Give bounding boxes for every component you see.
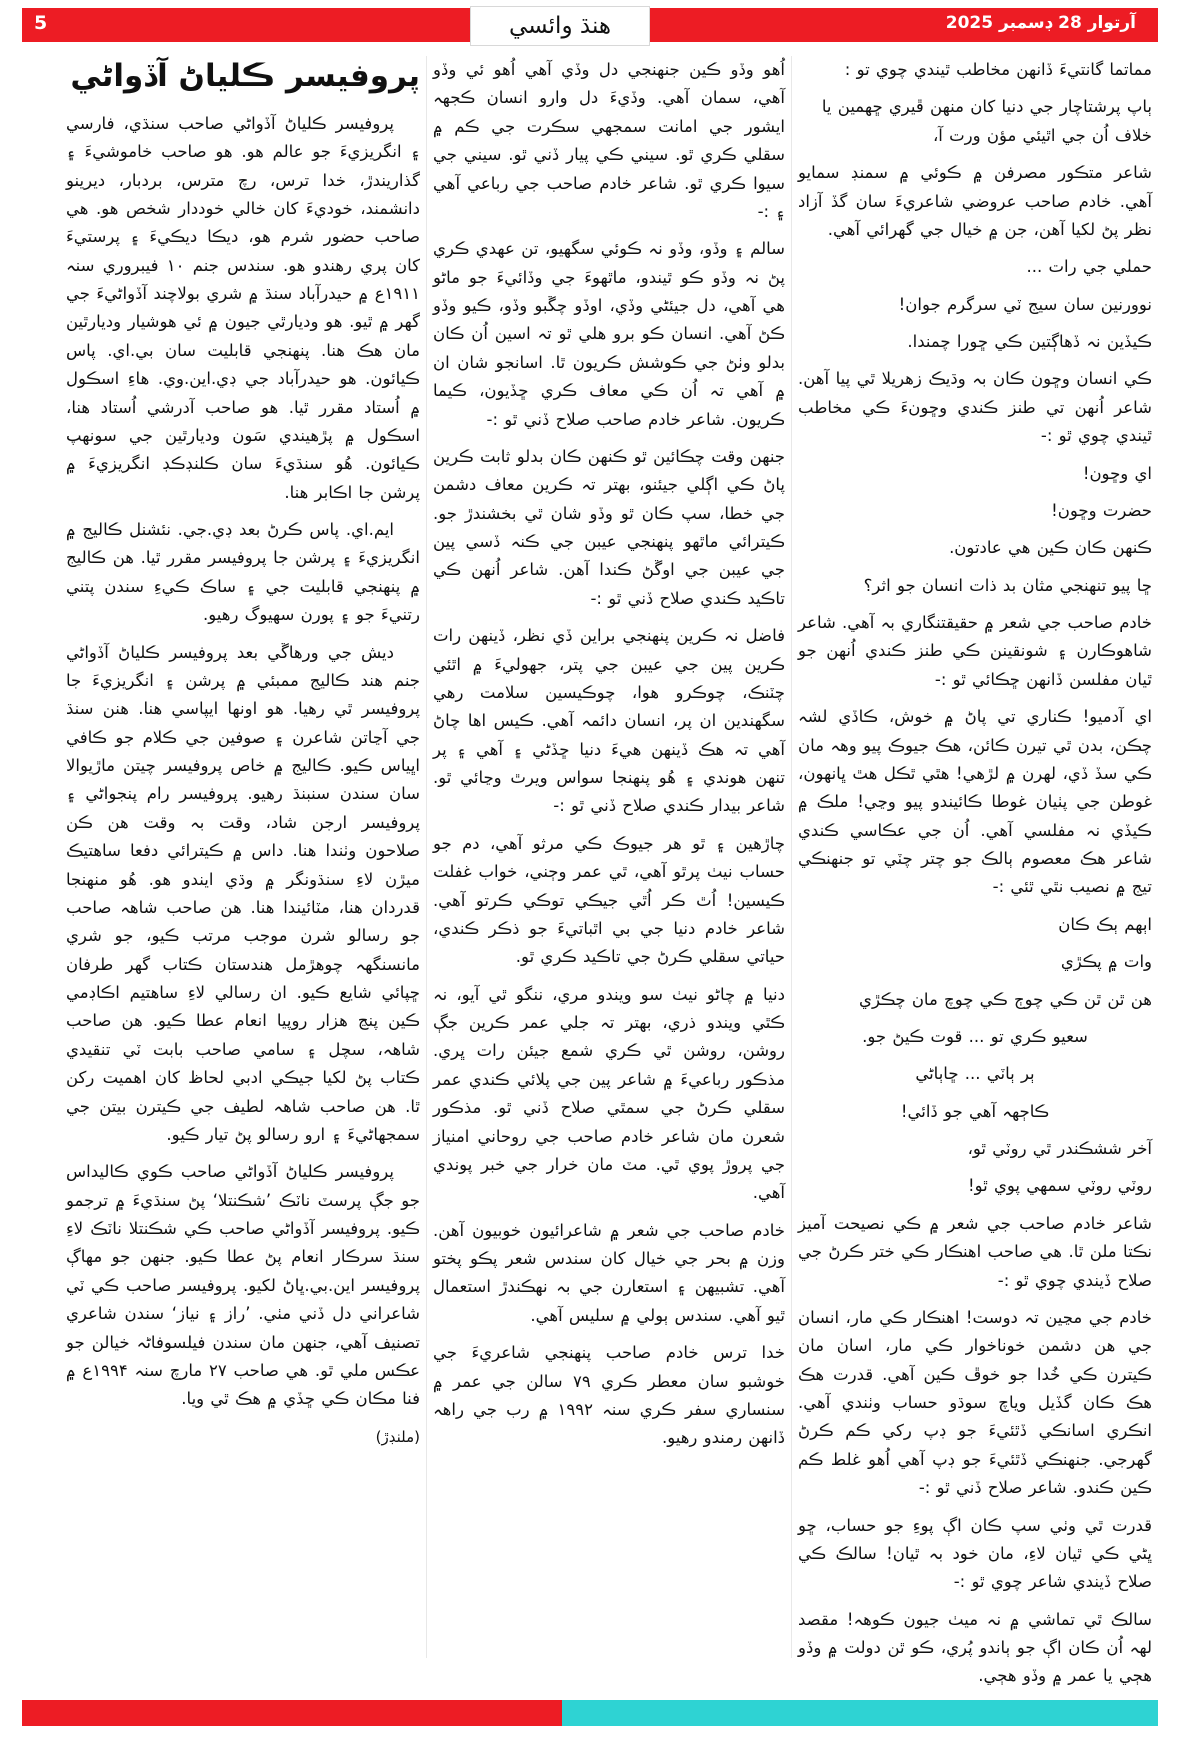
paragraph: شاعر خادم صاحب جي شعر ۾ ڪي نصيحت آميز نڪتا ملن ٿا. هي صاحب اهنڪار ڪي ختر ڪرڻ جي صلاح ڏيندي چوي ٿو :- <box>798 1213 1152 1290</box>
footer-bar-red <box>22 1700 562 1726</box>
column-left <box>60 56 426 1658</box>
paragraph: خادم جي مڃين تہ دوست! اهنڪار ڪي مار، انسان جي هن دشمن خوناخوار ڪي مار، اسان مان ڪيترن ڪي خُدا جو خوڦ ڪين آهي. قدرت هڪ هڪ ڪان گڏيل وياچ سوڌو حساب وٺندي آهي. انڪري اسانڪي ڏٿئيءَ جو ڊپ ركي ڪم ڪرڻ گهرجي. جنهنڪي ڏٿئيءَ جو ڊپ آهي اُهو غلط ڪم ڪين ڪندو. شاعر صلاح ڏني ٿو :- <box>798 1307 1152 1498</box>
paragraph: خدا ترس خادم صاحب پنهنجي شاعريءَ جي خوشبو سان معطر ڪري ۷۹ سالن جي عمر ۾ سنساري سفر ڪري سنہ ۱۹۹۲ ۾ رب جي راهہ ڏانهن رمندو رهيو. <box>433 1343 785 1448</box>
paragraph: شاعر متڪور مصرفن ۾ ڪوئي ۾ سمنڊ سمايو آهي. خادم صاحب عروضي شاعريءَ سان گڏ آزاد نظر پڻ لکيا آهن، جن ۾ خيال جي گهرائي آهي. <box>798 163 1152 239</box>
column-right <box>792 56 1158 1686</box>
paragraph: خادم صاحب جي شعر ۾ شاعرائيون خوبيون آهن. وزن ۾ بحر جي خيال کان سندس شعر پڪو پختو آهي. تشبيھن ۽ استعارن جي بہ نهڪندڙ استعمال ٿيو آهي. سندس ٻولي ۾ سليس آهي. <box>433 1220 785 1325</box>
paragraph: پروفيسر ڪلياڻ آڏواڻي صاحب سنڌي، فارسي ۽ انگريزيءَ جو عالم هو. هو صاحب خاموشيءَ ۽ گذاريندڙ، خدا ترس، رچ مترس، بردبار، ديرينو دانشمند، خوديءَ کان خالي خوددار شخص هو. هي صاحب حضور شرم هو، ديڪا ديڪيءَ ۽ پرستيءَ کان پري رهندو هو. سندس جنم ۱۰ فيبروري سنہ ۱۹۱۱ع ۾ حيدرآباد سنڌ ۾ شري بولاچند آڏواڻيءَ جي گھر ۾ ٿيو. هو وديارٿي جيون ۾ ئي هوشيار وديارٿين مان هڪ هنا. پنهنجي قابليت سان بي.اي. پاس ڪيائون. هو حيدرآباد جي ڊي.اين.وي. هاءِ اسڪول ۾ اُستاد مقرر ٿيا. هو صاحب آدرشي اُستاد هنا، اسڪول ۾ پڙهيندي سَون وديارٿين جي سونهپ ڪيائون. هُو سنڌيءَ سان ڪلنڊڪڊ انگريزيءَ ۾ پرشن جا اڪابر هنا. <box>66 113 421 502</box>
paragraph: آخر ششڪندر ٿي روٽي ٿو، <box>967 1139 1152 1158</box>
masthead <box>0 8 1180 46</box>
paragraph: ڪنهن ڪان ڪين هي عادتون. <box>949 538 1152 558</box>
paragraph: حملي جي رات ... <box>1026 257 1152 277</box>
paragraph: هن ٿن ٿن ڪي چوڄ ڪي چوچ مان چڪڙي <box>859 989 1152 1009</box>
paragraph: چاڙهين ۽ ٿو هر جيوڪ ڪي مرثو آهي، دم جو حساب نيٺ پرٿو آهي، ٿي عمر وڄني، خواب غفلت ڪيسين! اُٿ ڪر اُٿي جيڪي توڪي ڪرتو آهي. شاعر خادم دنيا جي بي اٿباتيءَ جو ذڪر ڪندي، حياتي سقلي ڪرڻ جي تاڪيد ڪري ٿو. <box>433 833 785 967</box>
paragraph: ڇا پيو تنهنجي مثان بد ذات انسان جو اثر؟ <box>863 575 1152 595</box>
paragraph: سعيو ڪري تو ... قوت ڪيڻ جو. <box>862 1026 1088 1046</box>
paragraph: وات ۾ پڪڙي <box>1060 952 1152 972</box>
paragraph: دنيا ۾ چاڻو نيٺ سو ويندو مري، ننگو ٿي آيو، نہ ڪٿي ويندو ذري، بهتر تہ جلي عمر ڪرين جڳ روشن، روشن ٿي ڪري شمع جيئن رات ڀري. مذڪور رباعيءَ ۾ شاعر پين جي پلائي ڪندي عمر سقلي ڪرڻ جي سمٿي صلاح ڏني ٿو. مذڪور شعرن مان شاعر خادم صاحب جي روحاني امنياز جي پروڙ پوي ٿي. مٽ مان خرار جي خبر پوندي آهي. <box>433 984 785 1203</box>
paragraph: مماتما گانتيءَ ڏانهن مخاطب ٿيندي چوي تو : <box>844 60 1152 79</box>
paragraph: جنهن وقت چڪائين ٿو ڪنهن ڪان بدلو ثابت ڪرين پاڻ ڪي اڳلي جيئنو، بهتر تہ ڪرين معاف دشمن جي خطا، سپ ڪان ٿو وڏو شان ٿي بخشندڙ جو. ڪيترائي ماٿهو پنهنجي عيبن جي ڪنہ ڏسي پين جي عيبن جي اوڱڻ ڪندا آهن. شاعر اُنهن ڪي تاڪيد ڪندي صلاح ڏني ٿو :- <box>433 446 785 608</box>
source-tag: (ملنڊڙ) <box>375 1427 420 1446</box>
paragraph: اٻهم ٻڪ ڪان <box>1058 914 1152 934</box>
paragraph: ديش جي ورهاڱي بعد پروفيسر ڪلياڻ آڏواڻي جنم هند ڪاليج ممبئي ۾ پرشن ۽ انگريزيءَ جا پروفيسر ٿي رهيا. هو اونها ايپاسي هنا. هنن سنڌ جي آڃاتن شاعرن ۽ صوفين جي ڪلام جو ڪافي اڀياس ڪيو. ڪاليج ۾ خاص پروفيسر چيتن ماڙيوالا سان سندن سنبنڌ رهيو. پروفيسر رام پنجواڻي ۽ پروفيسر ارجن شاد، وقت بہ وقت هن ڪن صلاحون وٺندا هنا. داس ۾ ڪيترائي دفعا ساهتيڪ ميڙن لاءِ سنڌونگر ۾ وڌي ايندو هو. هُو منهنجا قدردان هنا، مٽائيندا هنا. هن صاحب شاهہ صاحب جو رسالو شرن موجب مرتب ڪيو، جو شري مانسنگھہ چوهڙمل هندستان ڪتاب گھر طرفان ڇپائي شايع ڪيو. ان رسالي لاءِ ساهتيم اڪاڊمي ڪين پنڃ هزار روپيا انعام عطا ڪيو. هن صاحب شاهہ، سچل ۽ سامي صاحب بابت ٽي تنقيدي ڪتاب پڻ لکيا جيڪي ادبي لحاظ کان اهميت رکن ٿا. هن صاحب شاهہ لطيف جي ڪيترن بيتن جي سمجهاڻيءَ ۽ ارو رسالو پڻ تيار ڪيو. <box>66 642 420 1144</box>
paragraph: خادم صاحب جي شعر ۾ حقيقتنگاري بہ آهي. شاعر شاهوڪارن ۽ شونقينن ڪي طنز ڪندي اُنهن جو ٿيان مفلسن ڏانهن ڇڪائي ٿو :- <box>798 613 1152 689</box>
paragraph: قدرت ٿي وٺي سپ ڪان اڳ پوءِ جو حساب، ڇو ڀڻي ڪي ٿيان لاءِ، مان خود بہ ٿيان! سالڪ ڪي صلاح ڏيندي شاعر چوي ٿو :- <box>798 1515 1152 1592</box>
paragraph: ڪي انسان وڇون ڪان بہ وڌيڪ زهريلا ٿي پيا آهن. شاعر اُنهن تي طنز ڪندي وڇونءَ ڪي مخاطب ٿيندي چوي ٿو :- <box>798 369 1152 446</box>
masthead-logo: هنڌ وائسي <box>470 6 650 46</box>
paragraph: ايم.اي. پاس ڪرڻ بعد ڊي.جي. نئشنل ڪاليج ۾ انگريزيءَ ۽ پرشن جا پروفيسر مقرر ٿيا. هن ڪاليج ۾ پنهنجي قابليت جي ۽ ساڪ ڪيءِ سندن پتني رتنيءَ جو ۽ پورن سهيوگ رهيو. <box>66 520 420 625</box>
paragraph: ٻاپ پرشتاچار جي دنيا کان منهن ڦيري ڇهمين يا خلاف اُن جي اٿيئي مؤن ورت آ، <box>821 97 1152 145</box>
article-columns <box>22 56 1158 1686</box>
paragraph: سالڪ ٿي تماشي ۾ نہ ميٺ جيون ڪوهہ! مقصد لهہ اُن ڪان اڳ جو ٻاندو پُري، ڪو ٿن دولت ۾ وڏو هڄي يا عمر ۾ وڏو هڄي. <box>798 1609 1152 1686</box>
paragraph: اُهو وڏو ڪين جنهنجي دل وڏي آهي اُهو ئي وڏو آهي، سمان آهي. وڏيءَ دل وارو انسان ڪجھہ ايشور جي امانت سمجھي سڪرت جي ڪم ۾ سقلي ڪري ٿو. سيني ڪي پيار ڏني ٿو. سيني جي سيوا ڪري ٿو. شاعر خادم صاحب جي رباعي آهي ۽ :- <box>433 60 785 221</box>
masthead-date: آرتوار 28 ڊسمبر 2025 <box>945 13 1136 33</box>
footer-bars <box>22 1700 1158 1726</box>
paragraph: نوورنين سان سيج ٽي سرگرم جوان! <box>898 294 1152 314</box>
paragraph: ٻر ٻاٽي ... ڇاٻاڻي <box>915 1064 1035 1084</box>
paragraph: اي آدميو! ڪناري تي پاڻ ۾ خوش، ڪاڏي لشہ چڪن، بدن ٿي تيرن ڪائن، هڪ جيوڪ پيو وهہ مان ڪي سڏ ڏي، لهرن ۾ لڙهي! هٿي ٿڪل هٿ ڀانهون، غوطن جي پٺيان غوطا ڪائيندو پيو وڃي! ملڪ ۾ ڪيڏي نہ مفلسي آهي. اُن جي عڪاسي ڪندي شاعر هڪ معصوم ٻالڪ جو چتر چٽي تو جنهنڪي تيج ۾ نصيب نٿي ٿئي :- <box>798 707 1152 897</box>
paragraph: ڪيڏين نہ ڏهاڳتين ڪي ڇورا چمندا. <box>907 332 1152 351</box>
paragraph: اي وڇون! <box>1082 463 1152 483</box>
paragraph: سالم ۽ وڏو، وڏو نہ ڪوئي سگهيو، تن عهدي ڪري پڻ نہ وڏو ڪو ٿيندو، ماٿهوءَ جي وڏائيءَ جو ماڻو هي آهي، دل جيئڻي وڏي، اوڏو چڱبو وڏو، ڪيو وڏو ڪڻ آهي. انسان ڪو برو ھلي ٿو تہ اسين اُن ڪان بدلو وٺڻ جي ڪوشش ڪريون ٿا. اسانجو شان ان ۾ آهي تہ اُن ڪي معاف ڪري ڇڏيون، ڪيما ڪريون. شاعر خادم صاحب صلاح ڏني ٿو :- <box>433 239 785 429</box>
paragraph: روٽي روٽي سمھي پوي ٿو! <box>967 1176 1152 1196</box>
paragraph: حضرت وڇون! <box>1051 500 1152 520</box>
page-title: پروفيسر ڪلياڻ آڏواڻي <box>70 58 420 94</box>
paragraph: پروفيسر ڪلياڻ آڏواڻي صاحب ڪوي ڪاليداس جو جڳ پرسٽ ناٽڪ ’شڪنتلا‘ پڻ سنڌيءَ ۾ ترجمو ڪيو. پروفيسر آڏواڻي صاحب ڪي شڪنتلا ناٽڪ لاءِ سنڌ سرڪار انعام پڻ عطا ڪيو. جنهن جو مهاڳ پروفيسر اين.بي.ڀاڻ لکيو. پروفيسر صاحب ڪي ٽي شاعراني دل ڏني مٺي. ’راز ۽ نياز‘ سندن شاعري تصنيف آهي، جنهن مان سندن فيلسوفاڻہ خيالن جو عڪس ملي ٿو. هي صاحب ۲۷ مارچ سنہ ۱۹۹۴ع ۾ فنا مڪان ڪي ڇڏي ۾ هڪ ٿي ويا. <box>66 1162 420 1409</box>
column-middle <box>426 56 792 1658</box>
paragraph: فاضل نہ ڪرين پنهنجي براين ڏي نظر، ڏينهن رات ڪرين پين جي عيبن جي پتر، جهوليءَ ۾ اٿئي چٽنڪ، چوڪرو هوا، چوڪيسين سلامت رهي سگهندين ان پر، انسان دائمہ آهي. ڪيس اها چاڻ آهي تہ هڪ ڏينهن هيءَ دنيا ڇڏڻي ۽ آهي ۽ پر تنهن هوندي ۽ هُو پنهنجا سواس ويرٿ وڃائي ٿو. شاعر بيدار ڪندي صلاح ڏني ٿو :- <box>433 626 785 816</box>
footer-bar-teal <box>562 1700 1158 1726</box>
paragraph: ڪاڄھہ آهي جو ڏائي! <box>900 1101 1050 1121</box>
page-number: 5 <box>34 12 48 34</box>
